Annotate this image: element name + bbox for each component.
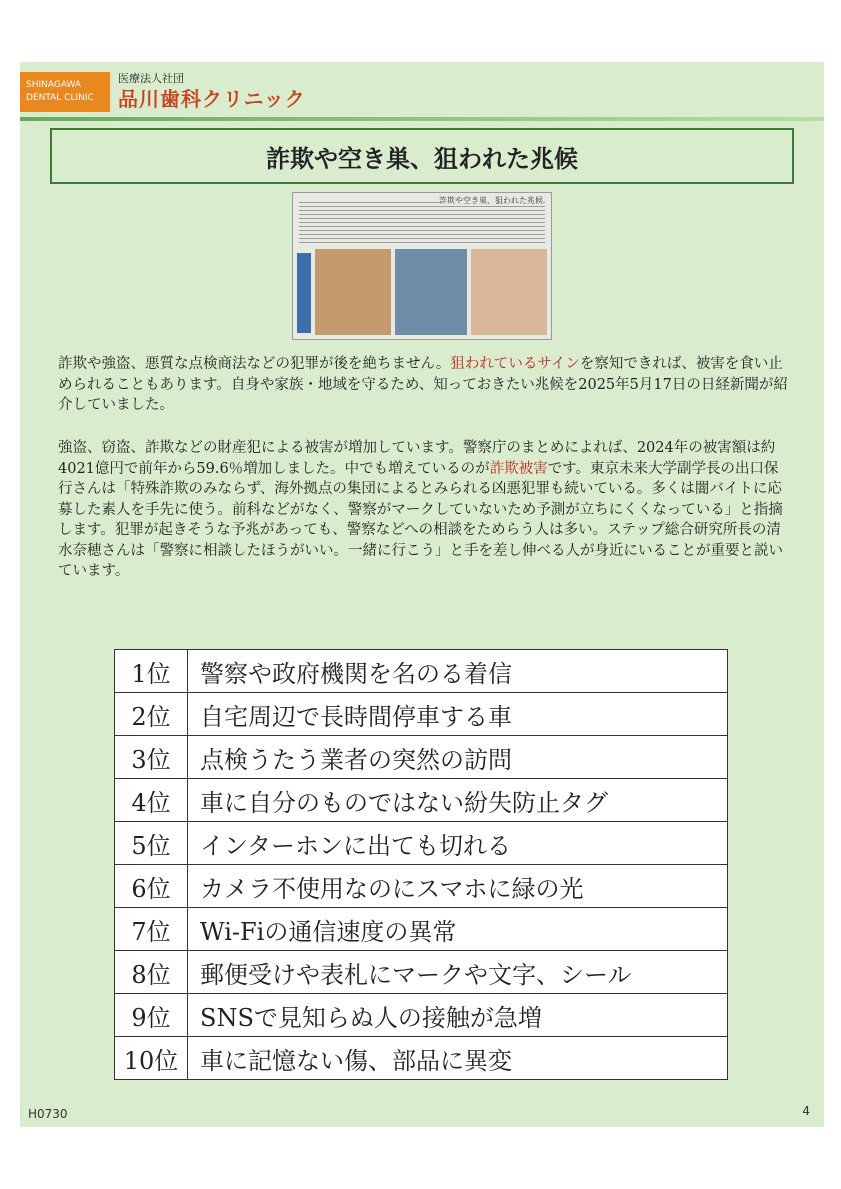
logo-line1: SHINAGAWA — [26, 80, 82, 90]
rank-number: 5位 — [115, 822, 188, 865]
rank-number: 1位 — [115, 650, 188, 693]
newspaper-sidebar — [297, 253, 311, 333]
newspaper-illustration-2 — [395, 249, 467, 335]
rank-item: 点検うたう業者の突然の訪問 — [188, 736, 728, 779]
newspaper-illustration-3 — [471, 249, 547, 335]
rank-item: カメラ不使用なのにスマホに緑の光 — [188, 865, 728, 908]
newspaper-headline: 詐欺や空き巣、狙われた兆候 — [439, 196, 543, 205]
rank-number: 10位 — [115, 1037, 188, 1080]
rank-item: 警察や政府機関を名のる着信 — [188, 650, 728, 693]
rank-number: 3位 — [115, 736, 188, 779]
header-divider — [20, 117, 824, 121]
rank-number: 4位 — [115, 779, 188, 822]
rank-item: 車に記憶ない傷、部品に異変 — [188, 1037, 728, 1080]
rank-item: 郵便受けや表札にマークや文字、シール — [188, 951, 728, 994]
rank-number: 6位 — [115, 865, 188, 908]
newspaper-clipping — [292, 192, 552, 340]
newspaper-illustration-1 — [315, 249, 391, 335]
rank-item: SNSで見知らぬ人の接触が急増 — [188, 994, 728, 1037]
rank-number: 9位 — [115, 994, 188, 1037]
table-row — [115, 736, 728, 779]
org-type: 医療法人社団 — [118, 72, 184, 85]
rank-number: 2位 — [115, 693, 188, 736]
rank-item: 自宅周辺で長時間停車する車 — [188, 693, 728, 736]
rank-item: インターホンに出ても切れる — [188, 822, 728, 865]
page-number: 4 — [802, 1104, 810, 1118]
ranking-table — [114, 649, 728, 1080]
document-code: H0730 — [28, 1107, 68, 1121]
page — [20, 62, 824, 1127]
rank-item: Wi-Fiの通信速度の異常 — [188, 908, 728, 951]
logo-line2: DENTAL CLINIC — [26, 93, 94, 103]
body-text-2: です。東京未来大学副学長の出口保行さんは「特殊詐欺のみならず、海外拠点の集団によるとみられる凶悪犯罪も続いている。多くは闇バイトに応募した素人を手先に使う。前科などがなく、警察がマークしていないため予測が立ちにくくなっている」と指摘します。犯罪が起きそうな予兆があっても、警察などへの相談をためらう人は多い。ステップ総合研究所長の清水奈穂さんは「警察に相談したほうがいい。一緒に行こう」と手を差し伸べる人が身近にいることが重要と説いています。 — [58, 460, 783, 579]
table-row — [115, 908, 728, 951]
body-paragraph — [58, 438, 788, 582]
body-highlight: 詐欺被害 — [489, 460, 548, 477]
table-row — [115, 822, 728, 865]
intro-text-2: を察知できれば、被害を食い止められることもあります。自身や家族・地域を守るため、知っておきたい兆候を2025年5月17日の日経新聞が紹介していました。 — [58, 356, 788, 413]
rank-number: 7位 — [115, 908, 188, 951]
table-row — [115, 994, 728, 1037]
rank-item: 車に自分のものではない紛失防止タグ — [188, 779, 728, 822]
page-title: 詐欺や空き巣、狙われた兆候 — [50, 128, 794, 184]
clinic-name: 品川歯科クリニック — [118, 87, 306, 111]
table-row — [115, 1037, 728, 1080]
intro-paragraph — [58, 354, 788, 416]
intro-text-1: 詐欺や強盗、悪質な点検商法などの犯罪が後を絶ちません。 — [58, 356, 451, 372]
table-row — [115, 951, 728, 994]
table-row — [115, 779, 728, 822]
body-text-1: 強盗、窃盗、詐欺などの財産犯による被害が増加しています。警察庁のまとめによれば、2024年の被害額は約4021億円で前年から59.6％増加しました。中でも増えているのが — [58, 440, 776, 477]
table-row — [115, 693, 728, 736]
table-row — [115, 650, 728, 693]
table-row — [115, 865, 728, 908]
rank-number: 8位 — [115, 951, 188, 994]
intro-highlight: 狙われているサイン — [450, 356, 580, 372]
clinic-logo — [20, 72, 110, 112]
